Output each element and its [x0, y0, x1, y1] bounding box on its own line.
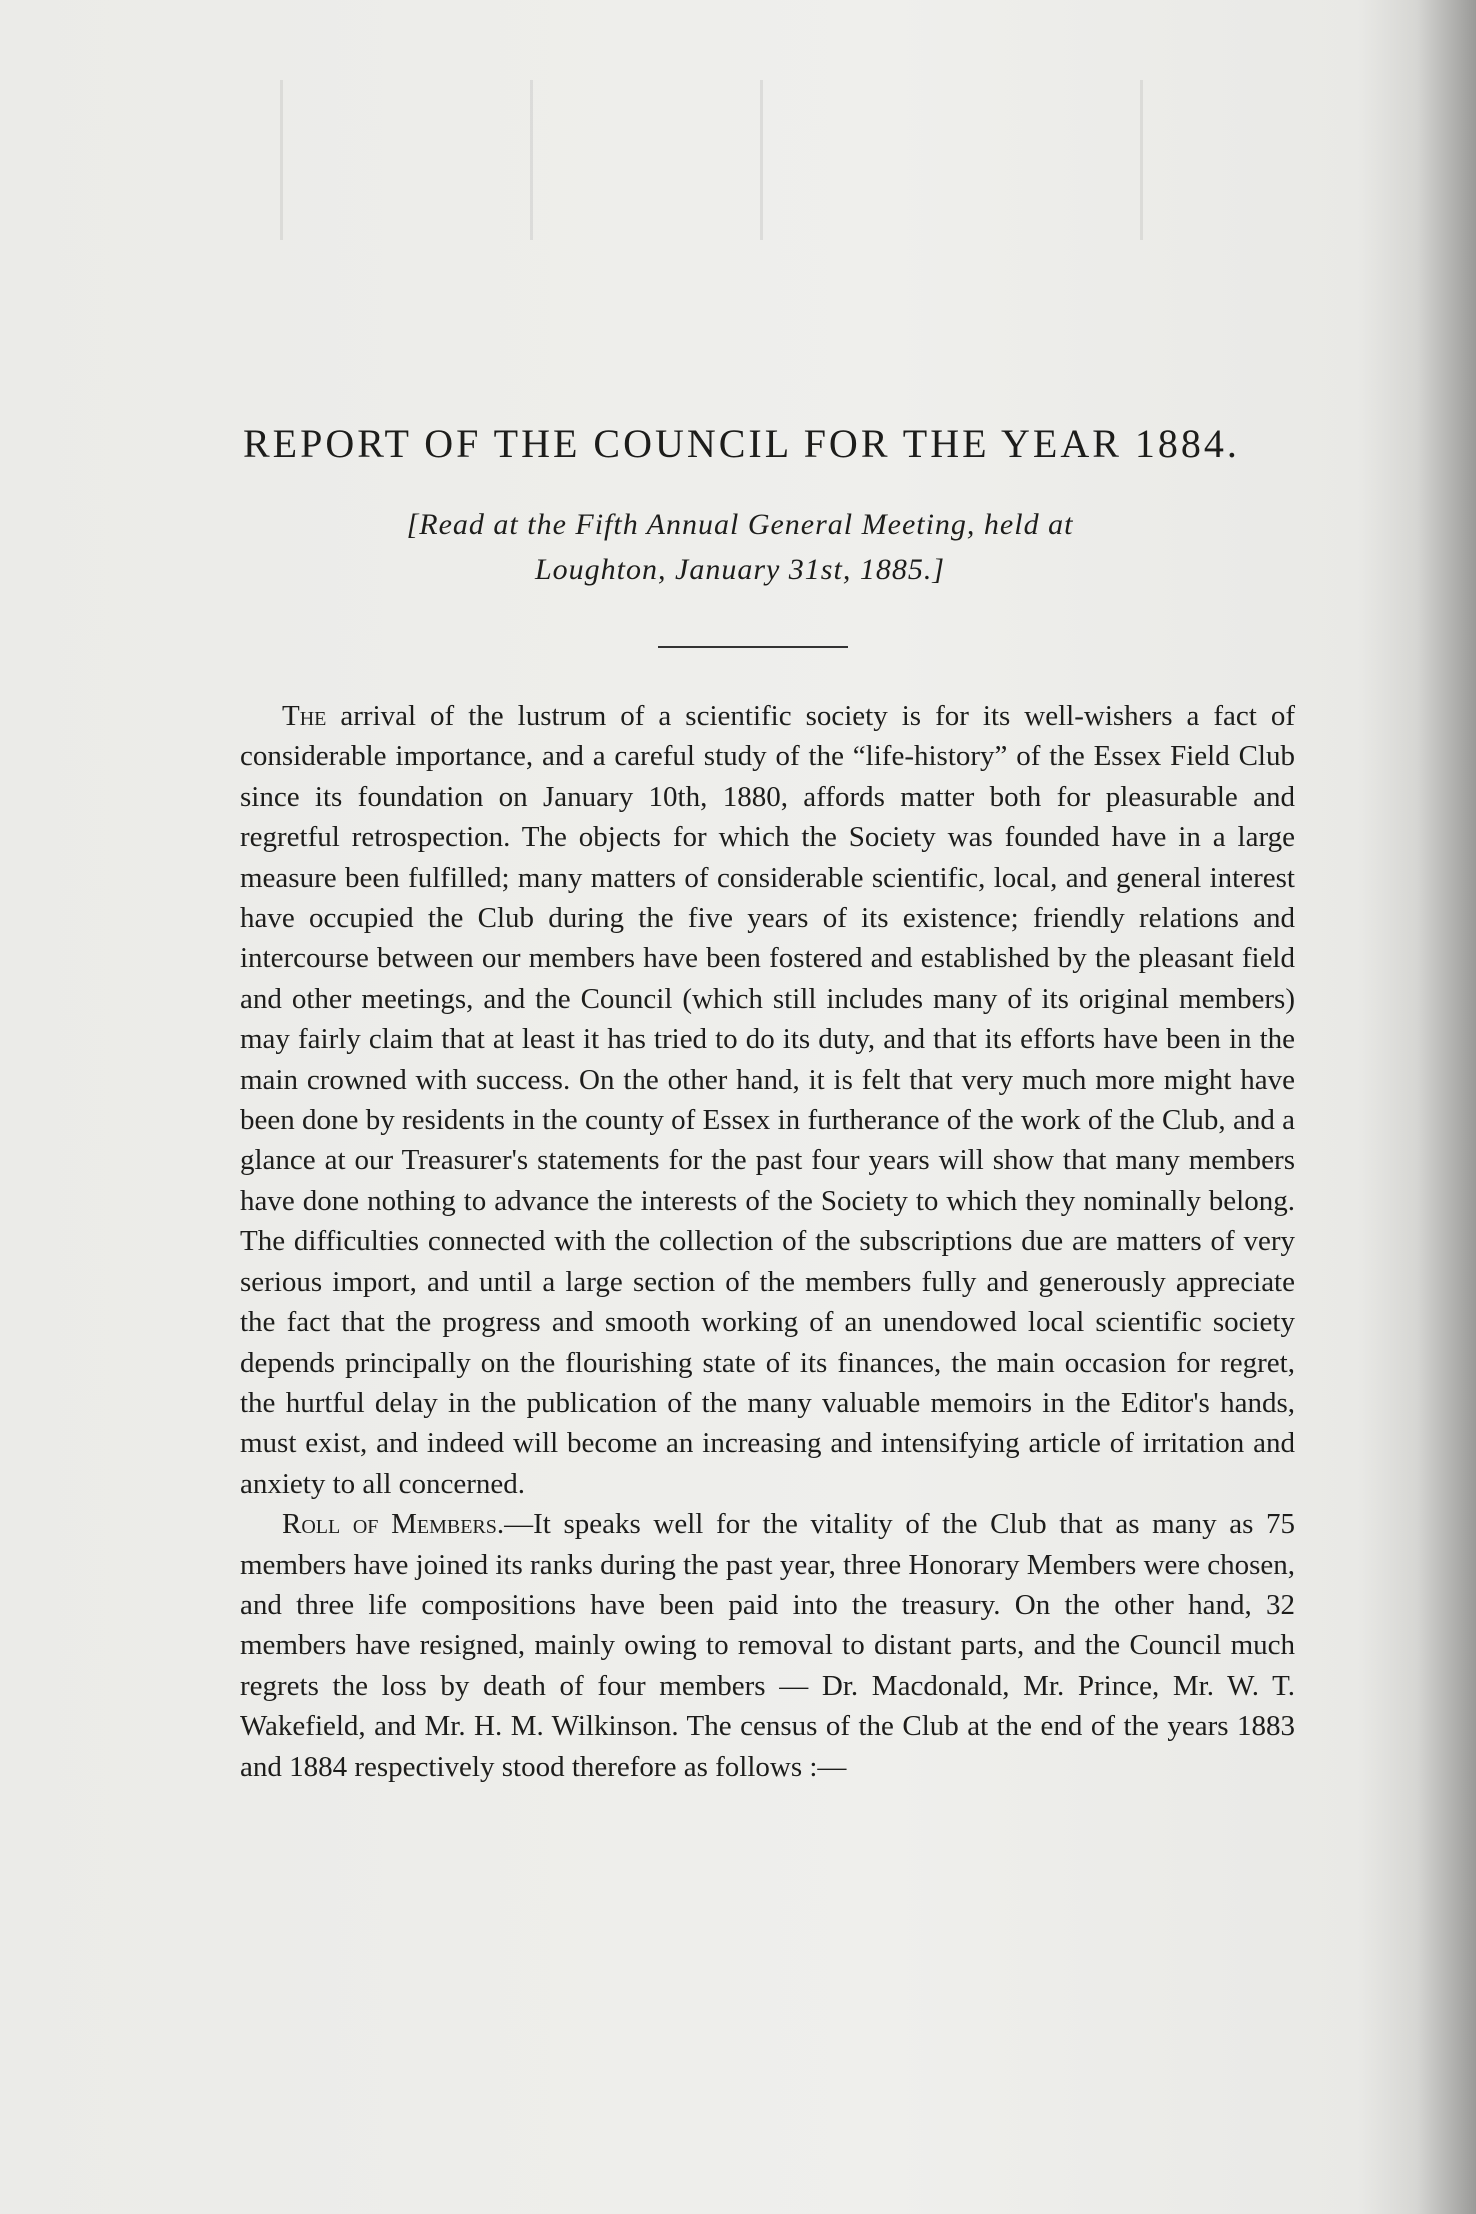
paragraph-roll-of-members [240, 1504, 1295, 1787]
show-through-ghost-table [280, 80, 1280, 260]
paragraph-body: arrival of the lustrum of a scientific society is for its well-wishers a fact of considerable importance, and a careful study of the “life-history” of the Essex Field Club since its foundation on January 10th, 1880, affords matter both for pleasurable and regretful retrospection. The objects for which the Society was founded have in a large measure been fulfilled; many matters of considerable scientific, local, and general interest have occupied the Club during the five years of its existence; friendly relations and intercourse between our members have been fostered and established by the pleasant field and other meetings, and the Council (which still includes many of its original members) may fairly claim that at least it has tried to do its duty, and that its efforts have been in the main crowned with success. On the other hand, it is felt that very much more might have been done by residents in the county of Essex in furtherance of the work of the Club, and a glance at our Treasurer's statements for the past four years will show that many members have done nothing to advance the interests of the Society to which they nominally belong. The difficulties connected with the collection of the subscriptions due are matters of very serious import, and until a large section of the members fully and generously appreciate the fact that the progress and smooth working of an unendowed local scientific society depends principally on the flourishing state of its finances, the main occasion for regret, the hurtful delay in the publication of the many valuable memoirs in the Editor's hands, must exist, and indeed will become an increasing and intensifying article of irritation and anxiety to all concerned. [240, 700, 1295, 1500]
paragraph-body: —It speaks well for the vitality of the Club that as many as 75 members have joined its ranks during the past year, three Honorary Members were chosen, and three life compositions have been paid into the treasury. On the other hand, 32 members have resigned, mainly owing to removal to distant parts, and the Council much regrets the loss by death of four members — Dr. Macdonald, Mr. Prince, Mr. W. T. Wakefield, and Mr. H. M. Wilkinson. The census of the Club at the end of the years 1883 and 1884 respectively stood therefore as follows :— [240, 1508, 1295, 1783]
body-text [240, 696, 1295, 1787]
paragraph-lead-word: The [282, 700, 327, 732]
subtitle-line-1: [Read at the Fifth Annual General Meeting, held at [406, 508, 1074, 541]
paragraph-section-heading: Roll of Members. [282, 1508, 505, 1541]
page-title: REPORT OF THE COUNCIL FOR THE YEAR 1884. [243, 421, 1240, 466]
page-subtitle [300, 502, 1180, 592]
section-divider [658, 646, 848, 648]
paragraph-intro [240, 696, 1295, 1504]
subtitle-line-2: Loughton, January 31st, 1885.] [534, 553, 945, 586]
